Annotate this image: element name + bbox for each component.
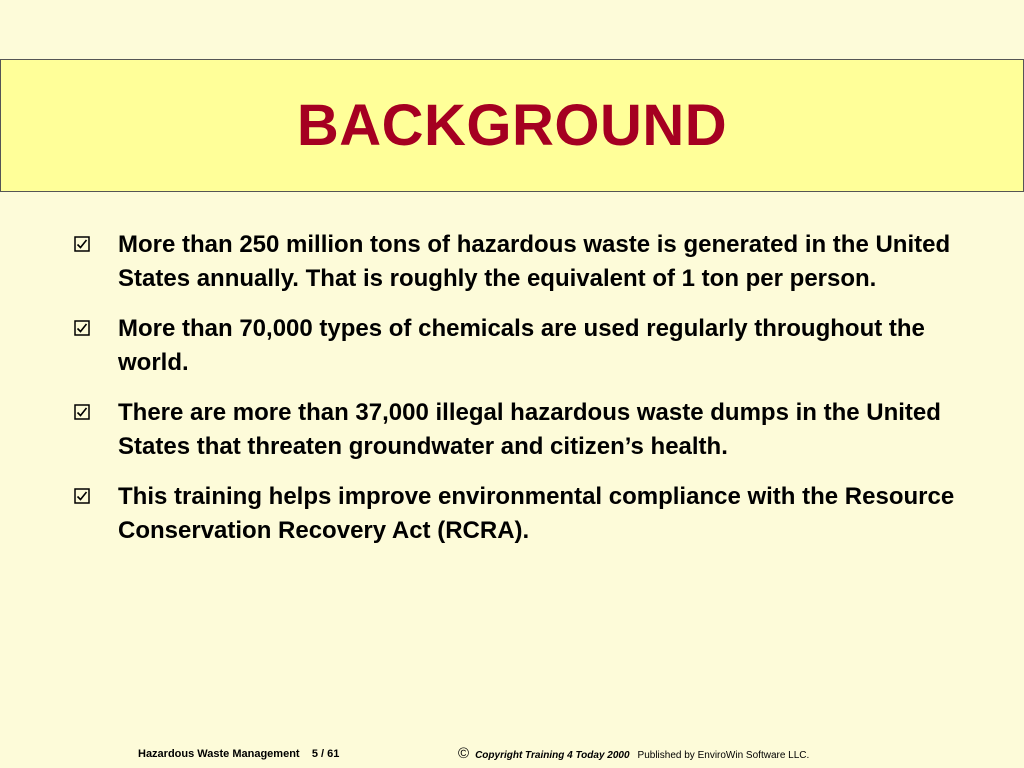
bullet-text: This training helps improve environmental compliance with the Resource Conservation Recovery Act (RCRA). — [118, 483, 955, 544]
copyright-text: Copyright Training 4 Today 2000 — [475, 750, 630, 761]
page-number: 5 / 61 — [311, 748, 340, 760]
checked-box-icon — [74, 404, 90, 420]
footer-course-info — [138, 748, 339, 760]
bullet-list — [74, 228, 974, 564]
course-name: Hazardous Waste Management — [138, 748, 300, 760]
list-item — [74, 312, 974, 380]
bullet-text: More than 70,000 types of chemicals are used regularly throughout the world. — [118, 315, 925, 376]
checked-box-icon — [74, 320, 90, 336]
checked-box-icon — [74, 488, 90, 504]
footer-copyright — [458, 745, 809, 762]
list-item — [74, 396, 974, 464]
slide-title: BACKGROUND — [296, 92, 728, 158]
bullet-text: There are more than 37,000 illegal hazardous waste dumps in the United States that threaten groundwater and citizen’s health. — [118, 399, 941, 460]
copyright-icon: © — [458, 745, 470, 762]
checked-box-icon — [74, 236, 90, 252]
publisher-text: Published by EnviroWin Software LLC. — [637, 750, 810, 761]
list-item — [74, 228, 974, 296]
bullet-text: More than 250 million tons of hazardous waste is generated in the United States annually. That is roughly the equivalent of 1 ton per person. — [118, 231, 951, 292]
slide-footer — [0, 745, 1024, 765]
title-banner — [0, 59, 1024, 192]
list-item — [74, 480, 974, 548]
